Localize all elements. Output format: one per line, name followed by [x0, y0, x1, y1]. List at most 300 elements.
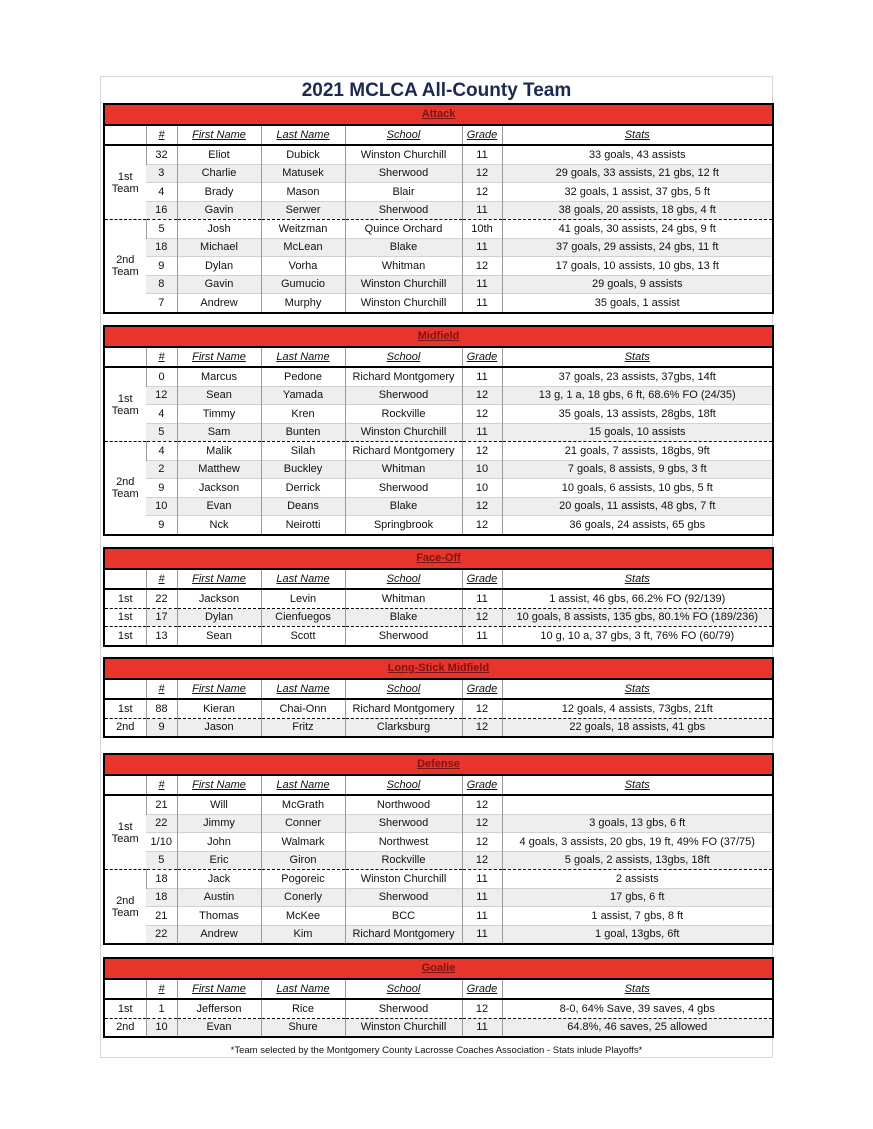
cell-school: Sherwood — [345, 201, 462, 220]
cell-stats: 15 goals, 10 assists — [502, 423, 772, 442]
cell-num: 18 — [146, 870, 177, 889]
cell-grade: 11 — [462, 294, 502, 312]
table-row — [105, 275, 772, 294]
table-row — [105, 442, 772, 461]
header-row — [105, 980, 772, 999]
team-column-header — [105, 776, 146, 795]
cell-stats: 17 gbs, 6 ft — [502, 888, 772, 907]
column-header: School — [345, 126, 462, 145]
column-header: First Name — [177, 980, 261, 999]
cell-grade: 11 — [462, 423, 502, 442]
cell-school: Northwest — [345, 833, 462, 852]
team-label: 1st Team — [105, 795, 146, 870]
cell-first: Eliot — [177, 145, 261, 164]
table-row — [105, 405, 772, 424]
cell-stats: 8-0, 64% Save, 39 saves, 4 gbs — [502, 999, 772, 1018]
section-midfield — [103, 325, 774, 536]
cell-grade: 11 — [462, 627, 502, 645]
cell-grade: 11 — [462, 145, 502, 164]
cell-last: Serwer — [261, 201, 345, 220]
header-row — [105, 126, 772, 145]
cell-last: Fritz — [261, 718, 345, 736]
roster-table — [105, 348, 772, 534]
cell-last: Cienfuegos — [261, 608, 345, 627]
cell-grade: 12 — [462, 516, 502, 534]
cell-school: Clarksburg — [345, 718, 462, 736]
team-label: 1st Team — [105, 145, 146, 220]
table-row — [105, 608, 772, 627]
cell-num: 22 — [146, 589, 177, 608]
cell-school: Richard Montgomery — [345, 925, 462, 943]
table-row — [105, 589, 772, 608]
cell-school: Sherwood — [345, 814, 462, 833]
cell-grade: 12 — [462, 718, 502, 736]
team-label: 1st — [105, 999, 146, 1018]
cell-stats: 21 goals, 7 assists, 18gbs, 9ft — [502, 442, 772, 461]
column-header: # — [146, 776, 177, 795]
section-face-off — [103, 547, 774, 647]
section-heading: Attack — [105, 105, 772, 126]
cell-last: Vorha — [261, 257, 345, 276]
cell-grade: 11 — [462, 589, 502, 608]
cell-grade: 10 — [462, 479, 502, 498]
cell-last: Gumucio — [261, 275, 345, 294]
cell-stats: 10 goals, 6 assists, 10 gbs, 5 ft — [502, 479, 772, 498]
cell-first: Will — [177, 795, 261, 814]
team-label: 2nd Team — [105, 442, 146, 534]
table-row — [105, 294, 772, 312]
cell-num: 7 — [146, 294, 177, 312]
table-row — [105, 145, 772, 164]
column-header: Last Name — [261, 776, 345, 795]
column-header: Stats — [502, 348, 772, 367]
column-header: First Name — [177, 348, 261, 367]
column-header: First Name — [177, 680, 261, 699]
cell-first: Charlie — [177, 164, 261, 183]
column-header: Last Name — [261, 348, 345, 367]
cell-stats: 38 goals, 20 assists, 18 gbs, 4 ft — [502, 201, 772, 220]
cell-num: 22 — [146, 814, 177, 833]
cell-grade: 11 — [462, 367, 502, 386]
table-row — [105, 423, 772, 442]
cell-first: Andrew — [177, 294, 261, 312]
cell-grade: 11 — [462, 925, 502, 943]
cell-grade: 12 — [462, 795, 502, 814]
cell-stats: 37 goals, 29 assists, 24 gbs, 11 ft — [502, 238, 772, 257]
team-label: 1st — [105, 627, 146, 645]
cell-stats: 1 assist, 46 gbs, 66.2% FO (92/139) — [502, 589, 772, 608]
cell-first: Sean — [177, 627, 261, 645]
cell-num: 18 — [146, 888, 177, 907]
cell-school: Rockville — [345, 851, 462, 870]
cell-last: Murphy — [261, 294, 345, 312]
table-row — [105, 888, 772, 907]
cell-school: BCC — [345, 907, 462, 926]
cell-last: Shure — [261, 1018, 345, 1036]
table-row — [105, 795, 772, 814]
cell-num: 9 — [146, 718, 177, 736]
team-label: 1st — [105, 699, 146, 718]
cell-stats: 29 goals, 9 assists — [502, 275, 772, 294]
cell-num: 21 — [146, 795, 177, 814]
table-row — [105, 718, 772, 736]
cell-first: Jackson — [177, 479, 261, 498]
column-header: Grade — [462, 776, 502, 795]
cell-grade: 12 — [462, 699, 502, 718]
cell-num: 12 — [146, 386, 177, 405]
section-defense — [103, 753, 774, 945]
cell-last: Weitzman — [261, 220, 345, 239]
cell-school: Winston Churchill — [345, 870, 462, 889]
cell-num: 22 — [146, 925, 177, 943]
cell-first: Marcus — [177, 367, 261, 386]
cell-grade: 12 — [462, 164, 502, 183]
cell-school: Blake — [345, 238, 462, 257]
table-row — [105, 999, 772, 1018]
team-label: 2nd Team — [105, 870, 146, 944]
cell-last: Giron — [261, 851, 345, 870]
cell-school: Blair — [345, 183, 462, 202]
cell-first: Josh — [177, 220, 261, 239]
cell-last: Neirotti — [261, 516, 345, 534]
column-header: Grade — [462, 980, 502, 999]
section-heading: Midfield — [105, 327, 772, 348]
header-row — [105, 680, 772, 699]
cell-first: Evan — [177, 1018, 261, 1036]
cell-first: Malik — [177, 442, 261, 461]
column-header: Grade — [462, 680, 502, 699]
team-column-header — [105, 680, 146, 699]
cell-first: Sam — [177, 423, 261, 442]
cell-school: Richard Montgomery — [345, 367, 462, 386]
cell-grade: 12 — [462, 183, 502, 202]
section-long-stick-midfield — [103, 657, 774, 738]
roster-sheet — [100, 76, 773, 1058]
column-header: # — [146, 980, 177, 999]
cell-last: Dubick — [261, 145, 345, 164]
cell-num: 5 — [146, 423, 177, 442]
table-row — [105, 925, 772, 943]
column-header: Last Name — [261, 126, 345, 145]
column-header: School — [345, 980, 462, 999]
cell-first: Michael — [177, 238, 261, 257]
cell-stats: 7 goals, 8 assists, 9 gbs, 3 ft — [502, 460, 772, 479]
section-attack — [103, 103, 774, 314]
team-label: 1st — [105, 608, 146, 627]
cell-num: 1/10 — [146, 833, 177, 852]
cell-last: Deans — [261, 497, 345, 516]
table-row — [105, 164, 772, 183]
team-column-header — [105, 348, 146, 367]
cell-num: 9 — [146, 516, 177, 534]
cell-first: Jefferson — [177, 999, 261, 1018]
cell-school: Winston Churchill — [345, 275, 462, 294]
table-row — [105, 833, 772, 852]
roster-table — [105, 980, 772, 1036]
cell-stats: 35 goals, 1 assist — [502, 294, 772, 312]
cell-first: Jackson — [177, 589, 261, 608]
cell-num: 32 — [146, 145, 177, 164]
cell-num: 1 — [146, 999, 177, 1018]
cell-grade: 11 — [462, 1018, 502, 1036]
table-row — [105, 870, 772, 889]
cell-num: 0 — [146, 367, 177, 386]
cell-last: McGrath — [261, 795, 345, 814]
cell-first: Andrew — [177, 925, 261, 943]
column-header: Stats — [502, 980, 772, 999]
table-row — [105, 201, 772, 220]
table-row — [105, 479, 772, 498]
cell-grade: 11 — [462, 201, 502, 220]
cell-last: Kren — [261, 405, 345, 424]
column-header: Stats — [502, 570, 772, 589]
cell-stats: 2 assists — [502, 870, 772, 889]
cell-last: Scott — [261, 627, 345, 645]
table-row — [105, 220, 772, 239]
column-header: Last Name — [261, 570, 345, 589]
cell-stats: 10 goals, 8 assists, 135 gbs, 80.1% FO (189/236) — [502, 608, 772, 627]
column-header: Last Name — [261, 980, 345, 999]
cell-school: Sherwood — [345, 627, 462, 645]
cell-last: Mason — [261, 183, 345, 202]
team-label: 2nd — [105, 1018, 146, 1036]
team-label: 1st — [105, 589, 146, 608]
section-heading: Goalie — [105, 959, 772, 980]
cell-first: Kieran — [177, 699, 261, 718]
cell-last: McKee — [261, 907, 345, 926]
cell-grade: 12 — [462, 814, 502, 833]
cell-num: 9 — [146, 479, 177, 498]
cell-stats: 37 goals, 23 assists, 37gbs, 14ft — [502, 367, 772, 386]
cell-first: Nck — [177, 516, 261, 534]
cell-grade: 11 — [462, 870, 502, 889]
cell-stats: 41 goals, 30 assists, 24 gbs, 9 ft — [502, 220, 772, 239]
cell-num: 5 — [146, 851, 177, 870]
cell-stats: 20 goals, 11 assists, 48 gbs, 7 ft — [502, 497, 772, 516]
cell-stats: 32 goals, 1 assist, 37 gbs, 5 ft — [502, 183, 772, 202]
cell-first: Evan — [177, 497, 261, 516]
cell-last: Rice — [261, 999, 345, 1018]
cell-num: 10 — [146, 1018, 177, 1036]
cell-school: Sherwood — [345, 999, 462, 1018]
cell-stats: 10 g, 10 a, 37 gbs, 3 ft, 76% FO (60/79) — [502, 627, 772, 645]
cell-grade: 10th — [462, 220, 502, 239]
cell-school: Winston Churchill — [345, 294, 462, 312]
roster-table — [105, 126, 772, 312]
cell-last: Derrick — [261, 479, 345, 498]
column-header: First Name — [177, 126, 261, 145]
cell-num: 5 — [146, 220, 177, 239]
column-header: Stats — [502, 126, 772, 145]
column-header: # — [146, 126, 177, 145]
cell-num: 13 — [146, 627, 177, 645]
cell-stats: 22 goals, 18 assists, 41 gbs — [502, 718, 772, 736]
cell-first: Eric — [177, 851, 261, 870]
team-column-header — [105, 980, 146, 999]
cell-last: McLean — [261, 238, 345, 257]
cell-school: Richard Montgomery — [345, 699, 462, 718]
table-row — [105, 516, 772, 534]
cell-first: Jack — [177, 870, 261, 889]
section-goalie — [103, 957, 774, 1038]
table-row — [105, 907, 772, 926]
cell-school: Whitman — [345, 257, 462, 276]
roster-table — [105, 570, 772, 645]
cell-last: Chai-Onn — [261, 699, 345, 718]
cell-school: Richard Montgomery — [345, 442, 462, 461]
page-title: 2021 MCLCA All-County Team — [301, 80, 572, 101]
cell-num: 3 — [146, 164, 177, 183]
cell-grade: 12 — [462, 851, 502, 870]
column-header: Grade — [462, 126, 502, 145]
cell-school: Sherwood — [345, 479, 462, 498]
roster-table — [105, 680, 772, 736]
column-header: # — [146, 570, 177, 589]
column-header: School — [345, 680, 462, 699]
cell-grade: 10 — [462, 460, 502, 479]
table-row — [105, 257, 772, 276]
cell-first: Sean — [177, 386, 261, 405]
cell-num: 9 — [146, 257, 177, 276]
cell-grade: 12 — [462, 405, 502, 424]
cell-last: Bunten — [261, 423, 345, 442]
cell-first: Thomas — [177, 907, 261, 926]
cell-school: Springbrook — [345, 516, 462, 534]
cell-first: John — [177, 833, 261, 852]
table-row — [105, 1018, 772, 1036]
cell-stats: 4 goals, 3 assists, 20 gbs, 19 ft, 49% FO (37/75) — [502, 833, 772, 852]
section-heading: Face-Off — [105, 549, 772, 570]
cell-stats: 1 assist, 7 gbs, 8 ft — [502, 907, 772, 926]
cell-stats: 1 goal, 13gbs, 6ft — [502, 925, 772, 943]
column-header: School — [345, 570, 462, 589]
column-header: First Name — [177, 776, 261, 795]
cell-first: Timmy — [177, 405, 261, 424]
cell-stats: 5 goals, 2 assists, 13gbs, 18ft — [502, 851, 772, 870]
cell-last: Conerly — [261, 888, 345, 907]
team-label: 2nd Team — [105, 220, 146, 312]
cell-grade: 12 — [462, 386, 502, 405]
cell-num: 88 — [146, 699, 177, 718]
cell-school: Whitman — [345, 460, 462, 479]
column-header: # — [146, 348, 177, 367]
column-header: Stats — [502, 776, 772, 795]
cell-first: Austin — [177, 888, 261, 907]
team-column-header — [105, 126, 146, 145]
cell-num: 21 — [146, 907, 177, 926]
table-row — [105, 367, 772, 386]
cell-num: 18 — [146, 238, 177, 257]
cell-stats — [502, 795, 772, 814]
cell-grade: 12 — [462, 257, 502, 276]
table-row — [105, 183, 772, 202]
cell-last: Levin — [261, 589, 345, 608]
cell-num: 2 — [146, 460, 177, 479]
cell-last: Walmark — [261, 833, 345, 852]
cell-school: Sherwood — [345, 164, 462, 183]
section-heading: Long-Stick Midfield — [105, 659, 772, 680]
cell-stats: 36 goals, 24 assists, 65 gbs — [502, 516, 772, 534]
cell-school: Blake — [345, 608, 462, 627]
cell-stats: 12 goals, 4 assists, 73gbs, 21ft — [502, 699, 772, 718]
cell-last: Silah — [261, 442, 345, 461]
table-row — [105, 699, 772, 718]
cell-last: Matusek — [261, 164, 345, 183]
cell-first: Matthew — [177, 460, 261, 479]
cell-last: Kim — [261, 925, 345, 943]
header-row — [105, 776, 772, 795]
cell-grade: 12 — [462, 833, 502, 852]
cell-first: Dylan — [177, 257, 261, 276]
cell-school: Winston Churchill — [345, 145, 462, 164]
cell-first: Gavin — [177, 201, 261, 220]
column-header: Grade — [462, 348, 502, 367]
header-row — [105, 570, 772, 589]
cell-first: Jimmy — [177, 814, 261, 833]
cell-num: 16 — [146, 201, 177, 220]
table-row — [105, 460, 772, 479]
cell-stats: 29 goals, 33 assists, 21 gbs, 12 ft — [502, 164, 772, 183]
cell-stats: 64.8%, 46 saves, 25 allowed — [502, 1018, 772, 1036]
team-label: 1st Team — [105, 367, 146, 442]
cell-grade: 11 — [462, 275, 502, 294]
cell-school: Winston Churchill — [345, 1018, 462, 1036]
cell-school: Sherwood — [345, 888, 462, 907]
cell-grade: 11 — [462, 888, 502, 907]
cell-first: Brady — [177, 183, 261, 202]
cell-school: Winston Churchill — [345, 423, 462, 442]
cell-school: Blake — [345, 497, 462, 516]
cell-grade: 12 — [462, 999, 502, 1018]
cell-grade: 11 — [462, 907, 502, 926]
cell-first: Jason — [177, 718, 261, 736]
cell-stats: 13 g, 1 a, 18 gbs, 6 ft, 68.6% FO (24/35) — [502, 386, 772, 405]
team-column-header — [105, 570, 146, 589]
cell-first: Gavin — [177, 275, 261, 294]
column-header: School — [345, 348, 462, 367]
cell-stats: 17 goals, 10 assists, 10 gbs, 13 ft — [502, 257, 772, 276]
cell-last: Pogoreic — [261, 870, 345, 889]
table-row — [105, 851, 772, 870]
cell-grade: 12 — [462, 608, 502, 627]
cell-num: 8 — [146, 275, 177, 294]
table-row — [105, 814, 772, 833]
section-heading: Defense — [105, 755, 772, 776]
cell-school: Quince Orchard — [345, 220, 462, 239]
cell-grade: 11 — [462, 238, 502, 257]
cell-last: Buckley — [261, 460, 345, 479]
table-row — [105, 497, 772, 516]
roster-table — [105, 776, 772, 943]
column-header: # — [146, 680, 177, 699]
cell-num: 17 — [146, 608, 177, 627]
team-label: 2nd — [105, 718, 146, 736]
cell-grade: 12 — [462, 497, 502, 516]
cell-last: Yamada — [261, 386, 345, 405]
column-header: First Name — [177, 570, 261, 589]
cell-school: Rockville — [345, 405, 462, 424]
cell-first: Dylan — [177, 608, 261, 627]
column-header: Last Name — [261, 680, 345, 699]
table-row — [105, 238, 772, 257]
column-header: Stats — [502, 680, 772, 699]
cell-school: Whitman — [345, 589, 462, 608]
cell-num: 4 — [146, 405, 177, 424]
column-header: Grade — [462, 570, 502, 589]
cell-num: 10 — [146, 497, 177, 516]
cell-num: 4 — [146, 442, 177, 461]
footnote: *Team selected by the Montgomery County Lacrosse Coaches Association - Stats inlude Playoffs* — [230, 1045, 643, 1056]
